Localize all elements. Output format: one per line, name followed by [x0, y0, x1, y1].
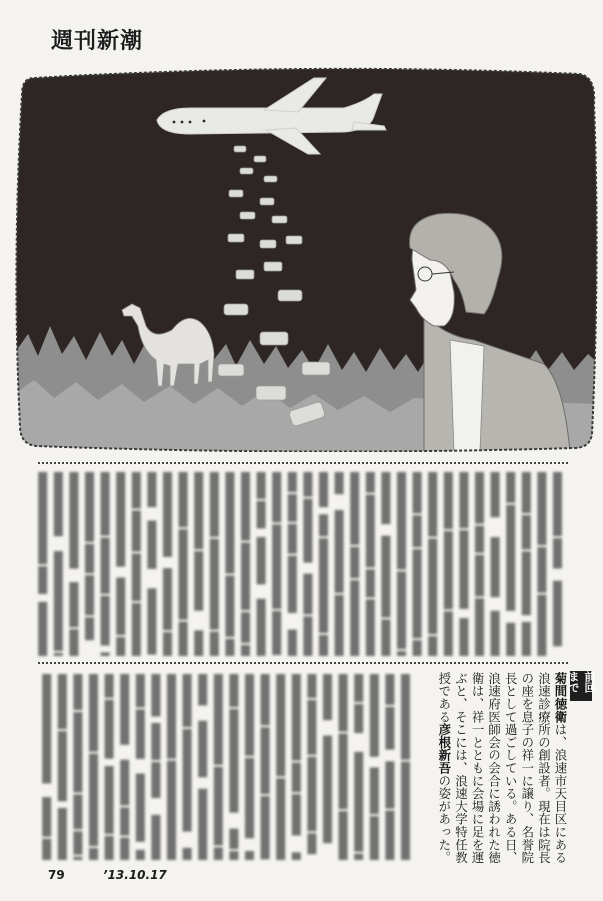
blurred-text-line — [381, 536, 390, 618]
blurred-text-line — [132, 511, 141, 552]
blurred-text-line — [397, 651, 406, 656]
blurred-text-line — [323, 736, 332, 844]
blurred-text-line — [553, 538, 562, 568]
blurred-text-line — [292, 794, 301, 835]
blurred-text-line — [459, 618, 468, 656]
blurred-text-line — [179, 472, 188, 527]
blurred-text-line — [147, 588, 156, 654]
blurred-text-line — [257, 472, 266, 499]
blurred-text-line — [381, 472, 390, 524]
blurred-text-line — [69, 629, 78, 656]
blurred-text-line — [85, 617, 94, 640]
blurred-text-line — [229, 674, 238, 707]
blurred-text-line — [136, 674, 145, 707]
blurred-text-line — [272, 472, 281, 522]
blurred-text-line — [413, 549, 422, 638]
blurred-text-line — [73, 857, 82, 860]
blurred-text-line — [210, 472, 219, 537]
blurred-text-line — [506, 472, 515, 503]
blurred-text-line — [229, 709, 238, 813]
blurred-text-line — [198, 674, 207, 706]
blurred-text-line — [370, 816, 379, 860]
story-illustration — [14, 64, 599, 452]
blurred-text-line — [506, 623, 515, 656]
blurred-text-line — [73, 674, 82, 710]
blurred-text-line — [183, 729, 192, 832]
blurred-text-line — [69, 472, 78, 569]
blurred-text-line — [366, 569, 375, 597]
blurred-text-line — [350, 580, 359, 656]
blurred-text-line — [132, 603, 141, 656]
blurred-text-line — [292, 674, 301, 761]
blurred-text-line — [257, 501, 266, 528]
blurred-text-line — [89, 674, 98, 752]
blurred-text-line — [381, 619, 390, 656]
blurred-text-line — [272, 611, 281, 655]
blurred-text-line — [42, 674, 51, 783]
blurred-text-line — [105, 766, 114, 834]
blurred-text-line — [261, 727, 270, 794]
blurred-text-line — [69, 582, 78, 627]
blurred-text-line — [475, 598, 484, 656]
blurred-text-line — [413, 640, 422, 656]
recap-heading: 前回まで — [570, 671, 592, 701]
blurred-text-line — [42, 797, 51, 837]
blurred-text-line — [229, 829, 238, 850]
blurred-text-line — [288, 472, 297, 492]
blurred-text-line — [475, 472, 484, 524]
blurred-text-line — [105, 674, 114, 698]
blurred-text-line — [339, 811, 348, 860]
blurred-text-line — [147, 472, 156, 507]
blurred-text-line — [241, 472, 250, 541]
blurred-text-line — [38, 602, 47, 656]
blurred-text-line — [73, 831, 82, 855]
blurred-text-line — [194, 551, 203, 611]
blurred-text-line — [101, 472, 110, 536]
blurred-text-line — [241, 612, 250, 643]
blurred-text-line — [428, 539, 437, 634]
blurred-text-line — [101, 538, 110, 594]
blurred-text-line — [335, 510, 344, 593]
blurred-text-line — [214, 847, 223, 860]
blurred-text-line — [257, 599, 266, 656]
blurred-text-line — [116, 472, 125, 567]
blurred-text-line — [163, 568, 172, 630]
blurred-text-line — [491, 472, 500, 517]
blurred-text-line — [288, 556, 297, 613]
blurred-text-line — [198, 721, 207, 778]
blurred-text-line — [147, 521, 156, 569]
blurred-text-line — [58, 674, 67, 729]
blurred-text-line — [136, 850, 145, 860]
blurred-text-line — [225, 472, 234, 574]
blurred-text-line — [116, 637, 125, 656]
blurred-text-line — [89, 754, 98, 846]
blurred-text-line — [245, 674, 254, 756]
blurred-text-line — [335, 472, 344, 494]
blurred-text-line — [288, 630, 297, 656]
blurred-text-line — [42, 839, 51, 860]
blurred-text-line — [307, 833, 316, 854]
blurred-text-line — [522, 472, 531, 513]
blurred-text-line — [261, 674, 270, 725]
blurred-text-line — [241, 645, 250, 656]
article-body-upper — [38, 470, 568, 660]
blurred-text-line — [151, 723, 160, 760]
blurred-text-line — [303, 616, 312, 656]
blurred-text-line — [397, 571, 406, 649]
blurred-text-line — [319, 514, 328, 536]
blurred-text-line — [210, 539, 219, 630]
blurred-text-line — [245, 758, 254, 838]
blurred-text-line — [537, 472, 546, 545]
blurred-text-line — [354, 752, 363, 852]
blurred-text-line — [506, 505, 515, 611]
blurred-text-line — [120, 674, 129, 745]
blurred-text-line — [167, 761, 176, 860]
blurred-text-line — [225, 639, 234, 656]
blurred-text-line — [73, 794, 82, 829]
blurred-text-line — [307, 700, 316, 755]
blurred-text-line — [292, 763, 301, 793]
blurred-text-line — [459, 472, 468, 528]
blurred-text-line — [335, 595, 344, 656]
blurred-text-line — [475, 526, 484, 553]
blurred-text-line — [366, 472, 375, 493]
blurred-text-line — [491, 611, 500, 656]
blurred-text-line — [491, 537, 500, 597]
blurred-text-line — [339, 674, 348, 731]
blurred-text-line — [261, 796, 270, 859]
blurred-text-line — [385, 674, 394, 705]
blurred-text-line — [245, 851, 254, 860]
blurred-text-line — [54, 472, 63, 536]
blurred-text-line — [537, 547, 546, 593]
blurred-text-line — [319, 635, 328, 656]
issue-date: ’13.10.17 — [103, 868, 167, 882]
blurred-text-line — [288, 494, 297, 522]
blurred-text-line — [163, 632, 172, 656]
blurred-text-line — [385, 707, 394, 750]
blurred-text-line — [116, 578, 125, 636]
blurred-text-line — [105, 700, 114, 759]
blurred-text-line — [54, 551, 63, 651]
blurred-text-line — [58, 731, 67, 801]
blurred-text-line — [444, 472, 453, 529]
blurred-text-line — [553, 472, 562, 536]
page-number: 79 — [48, 868, 65, 882]
blurred-text-line — [303, 499, 312, 563]
blurred-text-line — [385, 811, 394, 860]
blurred-text-line — [229, 851, 238, 860]
recap-name: 菊間徳衛 — [553, 672, 568, 724]
blurred-text-line — [194, 630, 203, 656]
blurred-text-line — [85, 472, 94, 542]
blurred-text-line — [276, 674, 285, 776]
blurred-text-line — [183, 848, 192, 860]
blurred-text-line — [401, 674, 410, 760]
blurred-text-line — [194, 472, 203, 549]
blurred-text-line — [522, 622, 531, 656]
blurred-text-line — [136, 774, 145, 842]
blurred-text-line — [85, 544, 94, 573]
blurred-text-line — [163, 472, 172, 557]
blurred-text-line — [101, 652, 110, 656]
recap-body: は、浪速市天目区にある浪速診療所の創設者。現在は院長の座を息子の祥一に譲り、名誉院長として過ごしている。ある日、浪速府医師会の会合に誘われた徳衛は、祥一とともに会場に足を運ぶと、そこには、浪速大学特任教授である — [436, 672, 568, 865]
blurred-text-line — [120, 760, 129, 806]
blurred-text-line — [120, 807, 129, 835]
blurred-text-line — [401, 762, 410, 860]
blurred-text-line — [183, 674, 192, 727]
blurred-text-line — [522, 551, 531, 615]
blurred-text-line — [179, 529, 188, 619]
blurred-text-line — [120, 838, 129, 860]
blurred-text-line — [272, 524, 281, 609]
blurred-text-line — [366, 599, 375, 656]
blurred-text-line — [214, 674, 223, 765]
blurred-text-line — [323, 674, 332, 720]
blurred-text-line — [303, 472, 312, 497]
blurred-text-line — [307, 674, 316, 698]
blurred-text-line — [385, 761, 394, 808]
blurred-text-line — [522, 515, 531, 549]
blurred-text-line — [151, 815, 160, 860]
blurred-text-line — [413, 472, 422, 513]
blurred-text-line — [73, 712, 82, 792]
blurred-text-line — [366, 495, 375, 568]
blurred-text-line — [257, 537, 266, 584]
blurred-text-line — [350, 472, 359, 545]
recap-text — [420, 672, 568, 872]
blurred-text-line — [475, 555, 484, 596]
blurred-text-line — [179, 622, 188, 656]
article-body-lower — [38, 672, 416, 864]
blurred-text-line — [354, 704, 363, 733]
blurred-text-line — [58, 808, 67, 860]
blurred-text-line — [276, 778, 285, 860]
blurred-text-line — [89, 848, 98, 860]
blurred-text-line — [537, 595, 546, 656]
blurred-text-line — [354, 674, 363, 702]
blurred-text-line — [303, 574, 312, 615]
blurred-text-line — [339, 733, 348, 809]
blurred-text-line — [105, 836, 114, 860]
blurred-text-line — [319, 472, 328, 507]
blurred-text-line — [151, 674, 160, 717]
blurred-text-line — [354, 854, 363, 860]
blurred-text-line — [241, 543, 250, 611]
blurred-text-line — [428, 636, 437, 656]
blurred-text-line — [54, 653, 63, 656]
blurred-text-line — [319, 538, 328, 633]
blurred-text-line — [553, 581, 562, 647]
blurred-text-line — [459, 530, 468, 609]
blurred-text-line — [397, 472, 406, 569]
recap-end: の姿があった。 — [436, 774, 452, 865]
blurred-text-line — [370, 767, 379, 814]
blurred-text-line — [101, 596, 110, 646]
blurred-text-line — [370, 674, 379, 757]
recap-name2: 彦根新吾 — [436, 723, 452, 775]
blurred-text-line — [38, 566, 47, 594]
blurred-text-line — [132, 472, 141, 509]
blurred-text-line — [210, 632, 219, 656]
blurred-text-line — [225, 576, 234, 637]
divider-top — [38, 462, 568, 464]
blurred-text-line — [428, 472, 437, 537]
blurred-text-line — [444, 611, 453, 656]
blurred-text-line — [214, 767, 223, 846]
blurred-text-line — [288, 524, 297, 554]
divider-middle — [38, 662, 568, 664]
blurred-text-line — [444, 531, 453, 609]
blurred-text-line — [413, 515, 422, 547]
blurred-text-line — [38, 472, 47, 564]
blurred-text-line — [136, 709, 145, 759]
blurred-text-line — [307, 757, 316, 832]
blurred-text-line — [350, 547, 359, 578]
blurred-text-line — [85, 575, 94, 615]
blurred-text-line — [132, 554, 141, 601]
blurred-text-line — [167, 674, 176, 759]
magazine-title: 週刊新潮 — [51, 28, 144, 54]
blurred-text-line — [292, 852, 301, 860]
blurred-text-line — [151, 762, 160, 798]
blurred-text-line — [198, 789, 207, 860]
